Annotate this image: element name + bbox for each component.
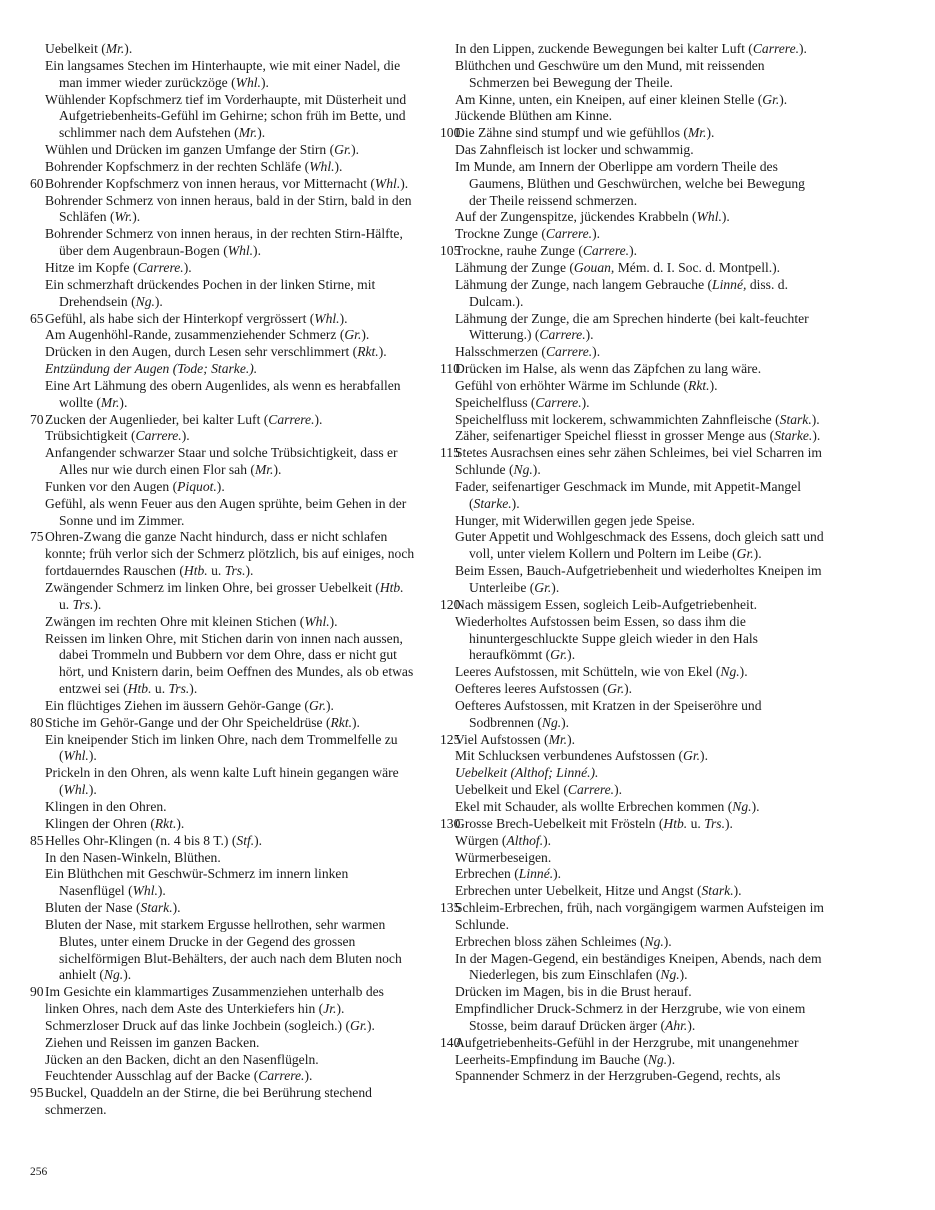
entry-text: Die Zähne sind stumpf und wie gefühllos (Mr.). [455,125,715,141]
symptom-entry [30,92,416,143]
entry-text: Bohrender Schmerz von innen heraus, in der rechten Stirn-Hälfte, über dem Augenbraun-Bogen (Whl.). [45,226,403,259]
symptom-entry [30,496,416,530]
entry-text: Ein Blüthchen mit Geschwür-Schmerz im innern linken Nasenflügel (Whl.). [45,866,349,899]
symptom-entry [440,1001,825,1035]
entry-number: 125 [440,731,461,747]
entry-number: 75 [30,529,44,545]
entry-text: Erbrechen (Linné.). [455,866,562,882]
entry-text: Drücken im Magen, bis in die Brust herauf. [455,984,692,1000]
symptom-entry [30,378,416,412]
symptom-entry [440,41,825,58]
symptom-entry [440,209,825,226]
symptom-entry [440,311,825,345]
symptom-entry [440,934,825,951]
symptom-entry [440,108,825,125]
symptom-entry [440,951,825,985]
symptom-entry [440,614,825,665]
entry-text: Schleim-Erbrechen, früh, nach vorgängigem warmen Aufsteigen im Schlunde. [455,900,824,932]
entry-text: Speichelfluss (Carrere.). [455,394,590,410]
symptom-entry [440,748,825,765]
entry-text: In den Nasen-Winkeln, Blüthen. [45,849,221,865]
entry-text: Ziehen und Reissen im ganzen Backen. [45,1034,260,1050]
symptom-entry [30,900,416,917]
entry-text: In den Lippen, zuckende Bewegungen bei kalter Luft (Carrere.). [455,41,807,56]
entry-text: Viel Aufstossen (Mr.). [455,731,576,747]
entry-text: Gefühl, als habe sich der Hinterkopf vergrössert (Whl.). [45,310,348,326]
entry-number: 115 [440,445,460,461]
symptom-entry [440,479,825,513]
symptom-entry [30,412,416,429]
symptom-entry [440,850,825,867]
symptom-entry [440,866,825,883]
entry-text: Entzündung der Augen (Tode; Starke.). [45,361,258,377]
entry-text: Schmerzloser Druck auf das linke Jochbein (sogleich.) (Gr.). [45,1017,375,1033]
entry-text: Eine Art Lähmung des obern Augenlides, als wenn es herabfallen wollte (Mr.). [45,377,401,410]
entry-text: Beim Essen, Bauch-Aufgetriebenheit und wiederholtes Kneipen im Unterleibe (Gr.). [455,563,822,595]
entry-text: Guter Appetit und Wohlgeschmack des Essens, doch gleich satt und voll, unter vielem Kollern und Poltern im Leibe (Gr.). [455,529,824,562]
entry-text: Trübsichtigkeit (Carrere.). [45,428,190,444]
symptom-entry [440,597,825,614]
symptom-entry [440,92,825,109]
symptom-entry [30,715,416,732]
symptom-entry [30,984,416,1018]
symptom-entry [440,900,825,934]
symptom-entry [30,41,416,58]
entry-text: Blüthchen und Geschwüre um den Mund, mit reissenden Schmerzen bei Bewegung der Theile. [455,57,765,90]
symptom-entry [30,1018,416,1035]
entry-number: 95 [30,1085,44,1101]
entry-text: Jücken an den Backen, dicht an den Nasenflügeln. [45,1051,319,1067]
symptom-entry [440,513,825,530]
entry-text: Zwängender Schmerz im linken Ohre, bei grosser Uebelkeit (Htb. u. Trs.). [45,580,404,612]
symptom-entry [440,765,825,782]
entry-text: Aufgetriebenheits-Gefühl in der Herzgrube, mit unangenehmer Leerheits-Empfindung im Bauche (Ng.). [455,1034,799,1067]
symptom-entry [30,1068,416,1085]
entry-number: 105 [440,243,461,259]
symptom-entry [30,142,416,159]
symptom-entry [30,193,416,227]
symptom-entry [440,58,825,92]
entry-text: Klingen der Ohren (Rkt.). [45,815,185,831]
entry-number: 120 [440,596,461,612]
symptom-entry [30,226,416,260]
symptom-entry [30,580,416,614]
symptom-entry [30,799,416,816]
entry-number: 130 [440,815,461,831]
entry-text: Ein schmerzhaft drückendes Pochen in der linken Stirne, mit Drehendsein (Ng.). [45,276,376,309]
symptom-entry [440,428,825,445]
entry-text: Speichelfluss mit lockerem, schwammichten Zahnfleische (Stark.). [455,411,820,427]
entry-text: Lähmung der Zunge (Gouan, Mém. d. I. Soc. d. Montpell.). [455,259,781,275]
entry-text: Oefteres leeres Aufstossen (Gr.). [455,681,633,697]
entry-text: Gefühl von erhöhter Wärme im Schlunde (Rkt.). [455,377,718,393]
symptom-entry [440,445,825,479]
symptom-entry [440,226,825,243]
entry-text: Im Munde, am Innern der Oberlippe am vordern Theile des Gaumens, Blüthen und Geschwürchen, welche bei Bewegung der Theile reissend schmerzen. [455,158,805,208]
symptom-entry [30,529,416,580]
entry-text: Bohrender Schmerz von innen heraus, bald in der Stirn, bald in den Schläfen (Wr.). [45,192,412,225]
entry-text: Spannender Schmerz in der Herzgruben-Gegend, rechts, als [455,1068,781,1084]
symptom-entry [440,681,825,698]
symptom-entry [440,833,825,850]
entry-text: Am Augenhöhl-Rande, zusammenziehender Schmerz (Gr.). [45,327,370,343]
entry-text: Trockne, rauhe Zunge (Carrere.). [455,243,637,259]
entry-text: Jückende Blüthen am Kinne. [455,108,613,124]
entry-text: Bluten der Nase (Stark.). [45,900,181,916]
symptom-entry [30,58,416,92]
symptom-entry [440,782,825,799]
entry-text: In der Magen-Gegend, ein beständiges Kneipen, Abends, nach dem Niederlegen, bis zum Einschlafen (Ng.). [455,950,822,983]
symptom-entry [30,765,416,799]
entry-text: Zwängen im rechten Ohre mit kleinen Stichen (Whl.). [45,613,338,629]
symptom-entry [440,1035,825,1069]
entry-text: Buckel, Quaddeln an der Stirne, die bei Berührung stechend schmerzen. [45,1085,372,1118]
symptom-entry [440,277,825,311]
symptom-entry [30,344,416,361]
entry-text: Würmerbeseigen. [455,849,552,865]
symptom-entry [30,833,416,850]
symptom-entry [440,142,825,159]
symptom-entry [30,428,416,445]
entry-text: Helles Ohr-Klingen (n. 4 bis 8 T.) (Stf.). [45,832,263,848]
entry-number: 90 [30,984,44,1000]
symptom-entry [440,529,825,563]
entry-number: 135 [440,900,461,916]
symptom-entry [30,1035,416,1052]
symptom-entry [30,159,416,176]
symptom-entry [30,361,416,378]
entry-text: Hitze im Kopfe (Carrere.). [45,259,192,275]
right-column [440,41,825,1085]
symptom-entry [30,917,416,984]
symptom-entry [440,1068,825,1085]
entry-text: Drücken in den Augen, durch Lesen sehr verschlimmert (Rkt.). [45,344,387,360]
entry-text: Lähmung der Zunge, nach langem Gebrauche (Linné, diss. d. Dulcam.). [455,276,788,309]
symptom-entry [30,260,416,277]
entry-text: Ein flüchtiges Ziehen im äussern Gehör-Gange (Gr.). [45,697,334,713]
symptom-entry [30,698,416,715]
entry-text: Ekel mit Schauder, als wollte Erbrechen kommen (Ng.). [455,798,760,814]
entry-text: Auf der Zungenspitze, jückendes Krabbeln (Whl.). [455,209,730,225]
symptom-entry [30,866,416,900]
entry-number: 60 [30,175,44,191]
symptom-entry [440,664,825,681]
symptom-entry [30,631,416,698]
entry-text: Bluten der Nase, mit starkem Ergusse hellrothen, sehr warmen Blutes, unter einem Drucke in der Gegend des grossen sichelförmigen Blut-Behälters, der auch nach dem Bluten noch anhielt (Ng.). [45,916,402,983]
entry-text: Bohrender Kopfschmerz in der rechten Schläfe (Whl.). [45,158,343,174]
symptom-entry [30,479,416,496]
entry-text: Oefteres Aufstossen, mit Kratzen in der Speiseröhre und Sodbrennen (Ng.). [455,697,762,730]
symptom-entry [440,816,825,833]
entry-text: Gefühl, als wenn Feuer aus den Augen sprühte, beim Gehen in der Sonne und im Zimmer. [45,495,407,528]
symptom-entry [440,378,825,395]
entry-text: Ohren-Zwang die ganze Nacht hindurch, dass er nicht schlafen konnte; früh verlor sich der Schmerz plötzlich, bis auf einiges, noch fortdauerndes Rauschen (Htb. u. Trs.). [45,529,415,579]
entry-text: Stetes Ausrachsen eines sehr zähen Schleimes, bei viel Scharren im Schlunde (Ng.). [455,445,822,478]
entry-text: Fader, seifenartiger Geschmack im Munde, mit Appetit-Mangel (Starke.). [455,478,801,511]
entry-text: Mit Schlucksen verbundenes Aufstossen (Gr.). [455,748,708,764]
entry-text: Halsschmerzen (Carrere.). [455,344,601,360]
symptom-entry [440,984,825,1001]
symptom-entry [30,311,416,328]
symptom-entry [30,445,416,479]
entry-number: 85 [30,832,44,848]
symptom-entry [440,243,825,260]
symptom-entry [440,799,825,816]
entry-text: Uebelkeit und Ekel (Carrere.). [455,782,623,798]
entry-text: Uebelkeit (Mr.). [45,41,133,56]
entry-text: Im Gesichte ein klammartiges Zusammenziehen unterhalb des linken Ohres, nach dem Aste des Unterkiefers hin (Jr.). [45,984,384,1017]
entry-text: Wühlender Kopfschmerz tief im Vorderhaupte, mit Düsterheit und Aufgetriebenheits-Gefühl im Gehirne; schon früh im Bette, und schlimmer nach dem Aufstehen (Mr.). [45,91,407,141]
symptom-entry [30,732,416,766]
entry-text: Drücken im Halse, als wenn das Zäpfchen zu lang wäre. [455,361,762,377]
symptom-entry [440,883,825,900]
entry-text: Würgen (Althof.). [455,832,552,848]
entry-text: Grosse Brech-Uebelkeit mit Frösteln (Htb. u. Trs.). [455,815,733,831]
entry-text: Hunger, mit Widerwillen gegen jede Speise. [455,512,695,528]
symptom-entry [440,159,825,210]
symptom-entry [440,260,825,277]
symptom-entry [440,361,825,378]
entry-text: Wühlen und Drücken im ganzen Umfange der Stirn (Gr.). [45,142,360,158]
left-column [30,41,416,1119]
symptom-entry [30,327,416,344]
symptom-entry [30,816,416,833]
entry-text: Feuchtender Ausschlag auf der Backe (Carrere.). [45,1068,313,1084]
entry-number: 70 [30,411,44,427]
symptom-entry [440,563,825,597]
entry-text: Erbrechen bloss zähen Schleimes (Ng.). [455,933,672,949]
entry-text: Zucken der Augenlieder, bei kalter Luft (Carrere.). [45,411,323,427]
entry-text: Zäher, seifenartiger Speichel fliesst in grosser Menge aus (Starke.). [455,428,821,444]
entry-text: Leeres Aufstossen, mit Schütteln, wie von Ekel (Ng.). [455,664,748,680]
entry-number: 80 [30,714,44,730]
entry-text: Das Zahnfleisch ist locker und schwammig. [455,142,694,158]
symptom-entry [30,1085,416,1119]
entry-text: Uebelkeit (Althof; Linné.). [455,765,599,781]
symptom-entry [30,850,416,867]
entry-text: Erbrechen unter Uebelkeit, Hitze und Angst (Stark.). [455,883,742,899]
entry-text: Stiche im Gehör-Gange und der Ohr Speicheldrüse (Rkt.). [45,714,360,730]
symptom-entry [30,1052,416,1069]
page-number: 256 [30,1166,48,1178]
entry-text: Trockne Zunge (Carrere.). [455,226,601,242]
symptom-entry [440,395,825,412]
entry-text: Empfindlicher Druck-Schmerz in der Herzgrube, wie von einem Stosse, beim darauf Drücken ärger (Ahr.). [455,1001,806,1033]
entry-text: Prickeln in den Ohren, als wenn kalte Luft hinein gegangen wäre (Whl.). [45,765,399,798]
entry-text: Lähmung der Zunge, die am Sprechen hinderte (bei kalt-feuchter Witterung.) (Carrere.). [455,310,809,343]
entry-number: 140 [440,1034,461,1050]
entry-text: Wiederholtes Aufstossen beim Essen, so dass ihm die hinuntergeschluckte Suppe gleich wieder in den Hals heraufkömmt (Gr.). [455,613,758,663]
symptom-entry [30,176,416,193]
entry-text: Ein langsames Stechen im Hinterhaupte, wie mit einer Nadel, die man immer wieder zurückzöge (Whl.). [45,57,401,90]
symptom-entry [440,732,825,749]
entry-text: Anfangender schwarzer Staar und solche Trübsichtigkeit, dass er Alles nur wie durch einen Flor sah (Mr.). [45,445,398,478]
entry-text: Ein kneipender Stich im linken Ohre, nach dem Trommelfelle zu (Whl.). [45,731,398,764]
symptom-entry [440,344,825,361]
entry-text: Funken vor den Augen (Piquot.). [45,478,225,494]
entry-text: Klingen in den Ohren. [45,798,167,814]
entry-number: 100 [440,125,461,141]
symptom-entry [440,125,825,142]
entry-number: 65 [30,310,44,326]
entry-text: Am Kinne, unten, ein Kneipen, auf einer kleinen Stelle (Gr.). [455,91,788,107]
entry-text: Nach mässigem Essen, sogleich Leib-Aufgetriebenheit. [455,596,757,612]
symptom-entry [30,277,416,311]
symptom-entry [440,698,825,732]
symptom-entry [30,614,416,631]
entry-text: Reissen im linken Ohre, mit Stichen darin von innen nach aussen, dabei Trommeln und Bubbern vor dem Ohre, dass er nicht gut hört, und Knistern darin, beim Oeffnen des Mundes, als ob etwas entzwei sei (Htb. u. Trs.). [45,630,414,697]
symptom-entry [440,412,825,429]
entry-number: 110 [440,361,460,377]
entry-text: Bohrender Kopfschmerz von innen heraus, vor Mitternacht (Whl.). [45,175,409,191]
